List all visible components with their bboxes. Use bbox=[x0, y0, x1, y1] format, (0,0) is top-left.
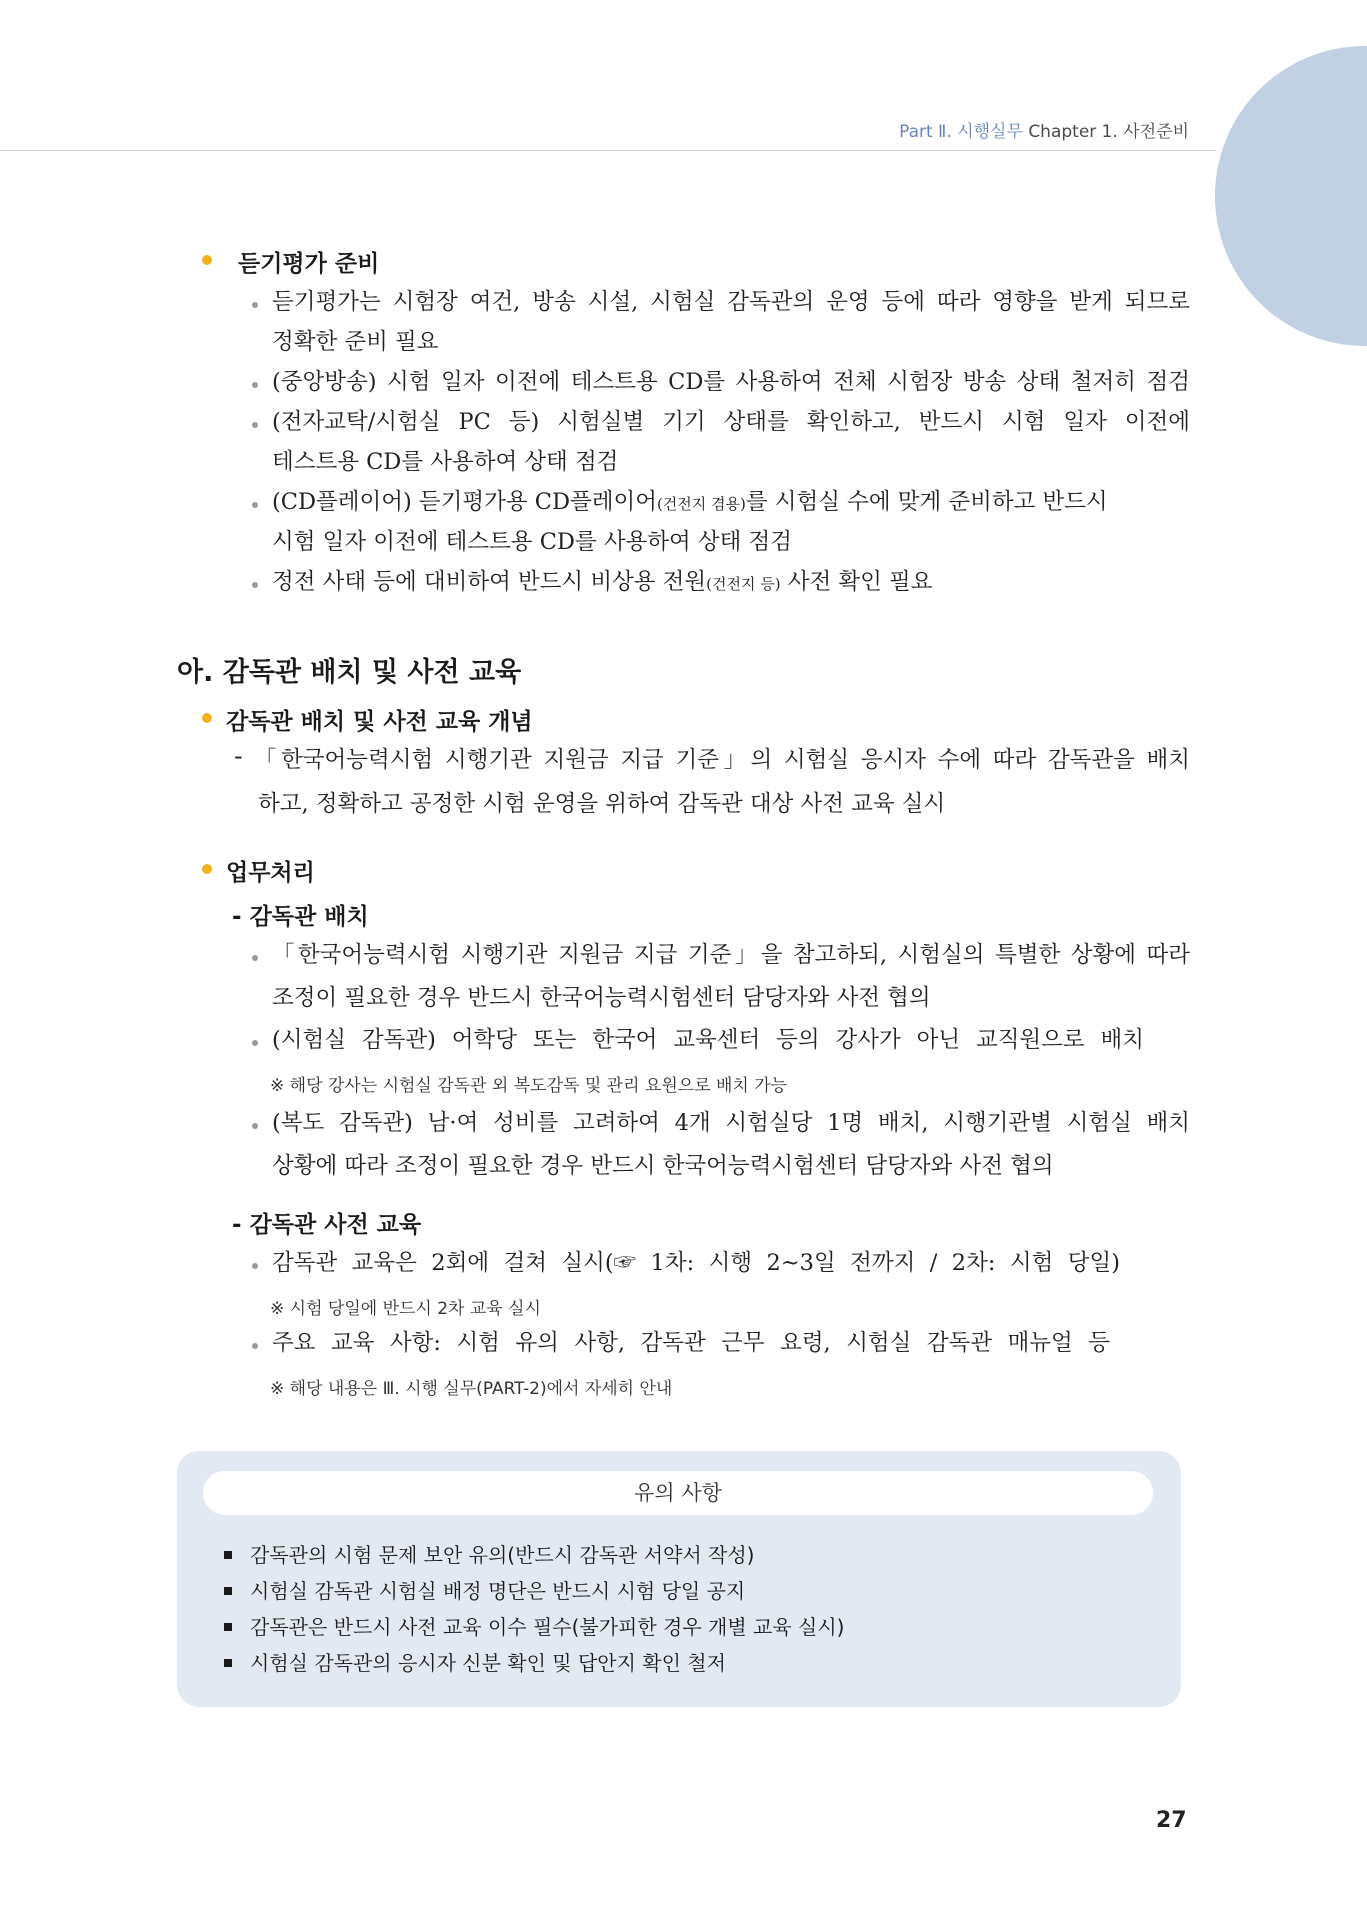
running-header bbox=[899, 117, 1189, 142]
notice-item bbox=[224, 1647, 726, 1676]
list-bullet-icon bbox=[252, 1263, 258, 1269]
placement-item-2-note: ※ 해당 강사는 시험실 감독관 외 복도감독 및 관리 요원으로 배치 가능 bbox=[270, 1076, 788, 1096]
listening-item-4-line-1 bbox=[272, 488, 1190, 518]
concept-line-2: 하고, 정확하고 공정한 시험 운영을 위하여 감독관 대상 사전 교육 실시 bbox=[258, 791, 946, 817]
dash-marker: - bbox=[234, 742, 243, 770]
square-bullet-icon bbox=[224, 1587, 232, 1595]
training-item-2-note: ※ 해당 내용은 Ⅲ. 시행 실무(PART-2)에서 자세히 안내 bbox=[270, 1379, 673, 1399]
notice-item-text: 감독관의 시험 문제 보안 유의(반드시 감독관 서약서 작성) bbox=[250, 1543, 755, 1567]
list-bullet-icon bbox=[252, 582, 258, 588]
square-bullet-icon bbox=[224, 1551, 232, 1559]
notice-item-text: 감독관은 반드시 사전 교육 이수 필수(불가피한 경우 개별 교육 실시) bbox=[250, 1615, 845, 1639]
header-divider bbox=[0, 150, 1216, 151]
square-bullet-icon bbox=[224, 1623, 232, 1631]
list-bullet-icon bbox=[252, 1123, 258, 1129]
listening-heading: 듣기평가 준비 bbox=[238, 251, 380, 277]
placement-item-1-line-1: 「한국어능력시험 시행기관 지원금 지급 기준」을 참고하되, 시험실의 특별한 상황에 따라 bbox=[272, 942, 1190, 968]
placement-item-3-line-2: 상황에 따라 조정이 필요한 경우 반드시 한국어능력시험센터 담당자와 사전 협의 bbox=[272, 1153, 1054, 1179]
notice-box-title: 유의 사항 bbox=[203, 1471, 1153, 1515]
placement-item-3-line-1: (복도 감독관) 남·여 성비를 고려하여 4개 시험실당 1명 배치, 시행기관별 시험실 배치 bbox=[272, 1110, 1190, 1136]
page-number: 27 bbox=[1156, 1808, 1187, 1833]
heading-bullet-icon bbox=[202, 713, 212, 723]
listening-item-3-line-1: (전자교탁/시험실 PC 등) 시험실별 기기 상태를 확인하고, 반드시 시험 일자 이전에 bbox=[272, 409, 1190, 435]
list-bullet-icon bbox=[252, 1343, 258, 1349]
notice-item-text: 시험실 감독관의 응시자 신분 확인 및 답안지 확인 철저 bbox=[250, 1651, 726, 1675]
notice-item-text: 시험실 감독관 시험실 배정 명단은 반드시 시험 당일 공지 bbox=[250, 1579, 746, 1603]
listening-item-5-text-small: (건전지 등) bbox=[706, 575, 781, 593]
listening-item-4-line-2: 시험 일자 이전에 테스트용 CD를 사용하여 상태 점검 bbox=[272, 529, 793, 555]
list-bullet-icon bbox=[252, 382, 258, 388]
listening-item-4-text-b: 를 시험실 수에 맞게 준비하고 반드시 bbox=[745, 489, 1108, 515]
listening-item-1-line-1: 듣기평가는 시험장 여건, 방송 시설, 시험실 감독관의 운영 등에 따라 영향을 받게 되므로 bbox=[272, 289, 1190, 315]
notice-box bbox=[177, 1451, 1181, 1707]
training-heading: - 감독관 사전 교육 bbox=[232, 1212, 422, 1238]
placement-item-1-line-2: 조정이 필요한 경우 반드시 한국어능력시험센터 담당자와 사전 협의 bbox=[272, 985, 931, 1011]
placement-item-2: (시험실 감독관) 어학당 또는 한국어 교육센터 등의 강사가 아닌 교직원으로 배치 bbox=[272, 1027, 1144, 1053]
training-heading-text: 감독관 사전 교육 bbox=[249, 1212, 422, 1238]
listening-item-2: (중앙방송) 시험 일자 이전에 테스트용 CD를 사용하여 전체 시험장 방송 상태 철저히 점검 bbox=[272, 369, 1190, 395]
notice-item bbox=[224, 1611, 844, 1640]
listening-item-5-text-b: 사전 확인 필요 bbox=[780, 569, 933, 595]
header-part: Part Ⅱ. 시행실무 bbox=[899, 122, 1023, 142]
heading-bullet-icon bbox=[202, 255, 212, 265]
listening-item-5 bbox=[272, 568, 932, 598]
square-bullet-icon bbox=[224, 1659, 232, 1667]
list-bullet-icon bbox=[252, 302, 258, 308]
listening-item-5-text-a: 정전 사태 등에 대비하여 반드시 비상용 전원 bbox=[272, 569, 707, 595]
concept-line-1: 「한국어능력시험 시행기관 지원금 지급 기준」의 시험실 응시자 수에 따라 감독관을 배치 bbox=[254, 747, 1190, 773]
work-heading: 업무처리 bbox=[226, 860, 315, 886]
heading-bullet-icon bbox=[202, 864, 212, 874]
placement-heading: - 감독관 배치 bbox=[232, 904, 369, 930]
section-title: 아. 감독관 배치 및 사전 교육 bbox=[177, 657, 522, 688]
listening-item-4-text-small: (건전지 겸용) bbox=[656, 495, 746, 513]
concept-heading: 감독관 배치 및 사전 교육 개념 bbox=[226, 709, 533, 735]
training-item-1: 감독관 교육은 2회에 걸쳐 실시(☞ 1차: 시행 2~3일 전까지 / 2차: 시험 당일) bbox=[272, 1250, 1120, 1276]
list-bullet-icon bbox=[252, 502, 258, 508]
listening-item-4-text-a: (CD플레이어) 듣기평가용 CD플레이어 bbox=[272, 489, 657, 515]
listening-item-3-line-2: 테스트용 CD를 사용하여 상태 점검 bbox=[272, 449, 619, 475]
listening-item-1-line-2: 정확한 준비 필요 bbox=[272, 329, 439, 355]
placement-heading-text: 감독관 배치 bbox=[249, 904, 369, 930]
header-chapter: Chapter 1. 사전준비 bbox=[1028, 122, 1189, 142]
header-decoration-circle bbox=[1215, 46, 1367, 346]
notice-item bbox=[224, 1575, 745, 1604]
notice-item bbox=[224, 1539, 754, 1568]
training-item-2: 주요 교육 사항: 시험 유의 사항, 감독관 근무 요령, 시험실 감독관 매뉴얼 등 bbox=[272, 1330, 1110, 1356]
list-bullet-icon bbox=[252, 422, 258, 428]
list-bullet-icon bbox=[252, 1040, 258, 1046]
training-item-1-note: ※ 시험 당일에 반드시 2차 교육 실시 bbox=[270, 1299, 541, 1319]
list-bullet-icon bbox=[252, 955, 258, 961]
